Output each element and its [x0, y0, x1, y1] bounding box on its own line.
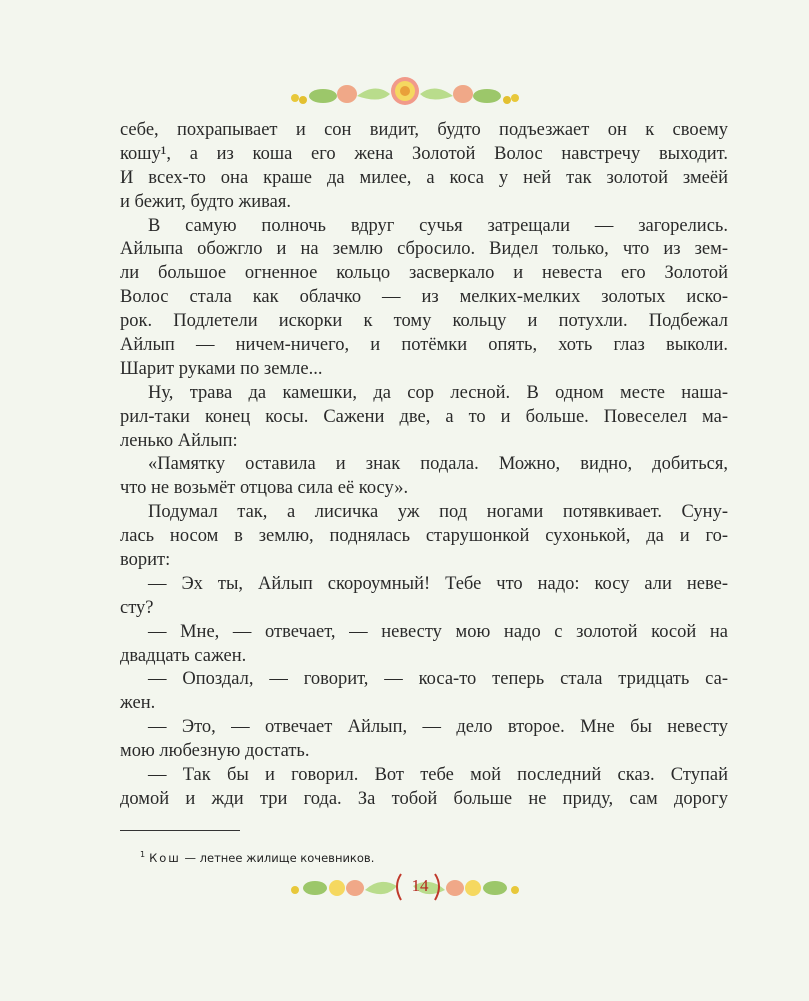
text-line: — Мне, — отвечает, — невесту мою надо с золотой косой на	[148, 621, 728, 642]
paragraph	[120, 668, 728, 716]
paragraph	[120, 382, 728, 454]
paragraph	[120, 573, 728, 621]
footnote-divider	[120, 830, 240, 831]
text-line: — Это, — отвечает Айлып, — дело второе. Мне бы невесту	[148, 717, 728, 738]
paragraph	[120, 215, 728, 382]
text-line: ли большое огненное кольцо засверкало и невеста его Золотой	[120, 263, 728, 284]
text-line: Ну, трава да камешки, да сор лесной. В одном месте наша-	[148, 382, 728, 403]
text-line: — Эх ты, Айлып скороумный! Тебе что надо: косу али неве-	[148, 573, 728, 594]
paragraph	[120, 716, 728, 764]
text-line: В самую полночь вдруг сучья затрещали — загорелись.	[148, 215, 728, 236]
text-line: кошу¹, а из коша его жена Золотой Волос навстречу выходит.	[120, 143, 728, 164]
text-line: лась носом в землю, поднялась старушонкой сухонькой, да и го-	[120, 526, 728, 547]
footnote-mark: 1	[140, 850, 146, 859]
text-line: сту?	[120, 597, 154, 618]
top-ornament	[285, 74, 525, 110]
text-line: Айлып — ничем-ничего, и потёмки опять, хоть глаз выколи.	[120, 335, 728, 356]
paragraph	[120, 621, 728, 669]
text-line: «Памятку оставила и знак подала. Можно, видно, добиться,	[148, 454, 728, 475]
text-line: двадцать сажен.	[120, 645, 247, 666]
text-line: домой и жди три года. За тобой больше не приду, сам дорогу	[120, 788, 728, 809]
text-line: И всех-то она краше да милее, а коса у ней так золотой змеёй	[120, 167, 728, 188]
text-line: рок. Подлетели искорки к тому кольцу и потухли. Подбежал	[120, 311, 728, 332]
footnote-text: — летнее жилище кочевников.	[180, 850, 375, 865]
paragraph	[120, 453, 728, 501]
paragraph	[120, 764, 728, 812]
page-number: 14	[411, 876, 429, 895]
text-line: что не возьмёт отцова сила её косу».	[120, 478, 409, 499]
footnote-term: Кош	[149, 850, 181, 865]
paragraph	[120, 501, 728, 573]
paragraph	[120, 119, 728, 215]
text-line: Подумал так, а лисичка уж под ногами потявкивает. Сунy-	[148, 502, 728, 523]
text-line: мою любезную достать.	[120, 741, 310, 762]
body-text	[120, 119, 728, 812]
text-line: Шарит руками по земле...	[120, 358, 323, 379]
text-line: рил-таки конец косы. Сажени две, а то и больше. Повеселел ма-	[120, 406, 728, 427]
text-line: жен.	[120, 693, 156, 714]
text-line: и бежит, будто живая.	[120, 191, 291, 212]
text-line: — Так бы и говорил. Вот тебе мой последний сказ. Ступай	[148, 765, 728, 786]
text-line: себе, похрапывает и сон видит, будто подъезжает он к своему	[120, 120, 728, 140]
text-line: — Опоздал, — говорит, — коса-то теперь стала тридцать са-	[148, 669, 728, 690]
text-line: ворит:	[120, 550, 171, 571]
footnote	[140, 848, 374, 865]
floral-ornament-icon	[291, 77, 519, 105]
text-line: ленько Айлып:	[120, 430, 238, 451]
text-line: Волос стала как облачко — из мелких-мелких золотых иско-	[120, 287, 728, 308]
text-line: Айлыпа обожгло и на землю сбросило. Видел только, что из зем-	[120, 239, 728, 260]
